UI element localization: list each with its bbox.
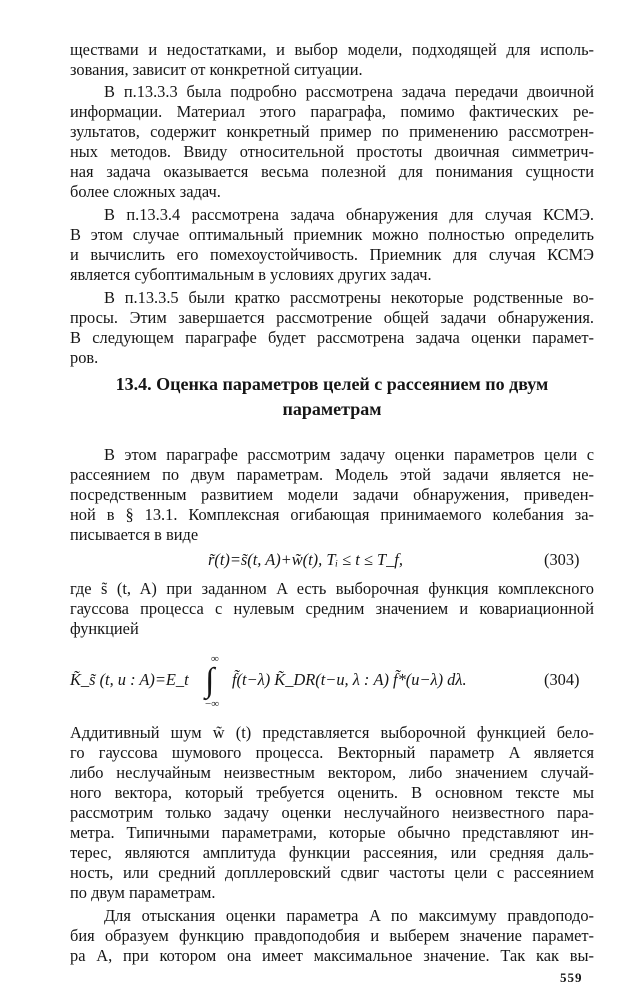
text-line: рассеянием по двум параметрам. Модель этой задачи является не- <box>70 465 594 484</box>
text-line: ных методов. Ввиду относительной простоты двоичная симметрич- <box>70 142 594 161</box>
integral-lower-limit: −∞ <box>205 698 220 710</box>
text-line: просы. Этим завершается рассмотрение общей задачи обнаружения. <box>70 308 594 327</box>
text-line: В п.13.3.3 была подробно рассмотрена задача передачи двоичной <box>104 82 594 101</box>
text-line: терес, являются амплитуда функции рассеяния, или средняя даль- <box>70 843 594 862</box>
text-line: ного вектора, который требуется оценить. В основном тексте мы <box>70 783 594 802</box>
text-line: информации. Материал этого параграфа, помимо фактических ре- <box>70 102 594 121</box>
equation-304-rhs: f̃(t−λ) K̃_DR(t−u, λ : A) f̃*(u−λ) dλ. <box>232 670 467 689</box>
text-line: зультатов, содержит конкретный пример по применению рассмотрен- <box>70 122 594 141</box>
text-line: где s̃ (t, A) при заданном A есть выборочная функция комплексного <box>70 579 594 598</box>
text-line: го гауссова шумового процесса. Векторный параметр A является <box>70 743 594 762</box>
text-line: либо неслучайным неизвестным вектором, либо значением случай- <box>70 763 594 782</box>
text-line: ность, или средний допллеровский сдвиг частоты цели с рассеянием <box>70 863 594 882</box>
text-line: по двум параметрам. <box>70 883 216 902</box>
text-line: более сложных задач. <box>70 182 221 201</box>
text-line: функцией <box>70 619 139 638</box>
text-line: В этом параграфе рассмотрим задачу оценки параметров цели с <box>104 445 594 464</box>
text-line: метра. Типичными параметрами, которые обычно представляют ин- <box>70 823 594 842</box>
text-line: зования, зависит от конкретной ситуации. <box>70 60 363 79</box>
text-line: Для отыскания оценки параметра A по максимуму правдоподо- <box>104 906 594 925</box>
equation-304-lhs: K̃_s̃ (t, u : A)=E_t <box>70 670 189 689</box>
text-line: гауссова процесса с нулевым средним значением и ковариационной <box>70 599 594 618</box>
integral-upper-limit: ∞ <box>211 653 219 665</box>
text-line: писывается в виде <box>70 525 199 544</box>
text-line: ществами и недостатками, и выбор модели, подходящей для исполь- <box>70 40 594 59</box>
text-line: бия образуем функцию правдоподобия и выберем значение парамет- <box>70 926 594 945</box>
equation-303: r̃(t)=s̃(t, A)+w̃(t), Tᵢ ≤ t ≤ T_f, <box>208 550 403 569</box>
text-line: ной в § 13.1. Комплексная огибающая принимаемого колебания за- <box>70 505 594 524</box>
integral-sign: ∫ <box>205 662 215 699</box>
text-line: В п.13.3.4 рассмотрена задача обнаружения для случая КСМЭ. <box>104 205 594 224</box>
text-line: В п.13.3.5 были кратко рассмотрены некоторые родственные во- <box>104 288 594 307</box>
text-line: ра A, при котором она имеет максимальное значение. Так как вы- <box>70 946 594 965</box>
text-line: ная задача оказывается весьма полезной для понимания сущности <box>70 162 594 181</box>
text-line: является субоптимальным в условиях других задач. <box>70 265 432 284</box>
text-line: рассмотрим только задачу оценки неслучайного неизвестного пара- <box>70 803 594 822</box>
text-line: В этом случае оптимальный приемник можно полностью определить <box>70 225 594 244</box>
text-line: посредственным развитием модели задачи обнаружения, приведен- <box>70 485 594 504</box>
equation-number: (304) <box>544 670 580 689</box>
section-heading-line: 13.4. Оценка параметров целей с рассеянием по двум <box>115 374 549 394</box>
text-line: ров. <box>70 348 99 367</box>
section-heading-line: параметрам <box>282 399 382 419</box>
equation-number: (303) <box>544 550 580 569</box>
text-line: В следующем параграфе будет рассмотрена задача оценки парамет- <box>70 328 594 347</box>
text-line: Аддитивный шум w̃ (t) представляется выборочной функцией бело- <box>70 723 594 742</box>
page-number: 559 <box>560 970 583 985</box>
text-line: и вычислить его помехоустойчивость. Приемник для случая КСМЭ <box>70 245 594 264</box>
